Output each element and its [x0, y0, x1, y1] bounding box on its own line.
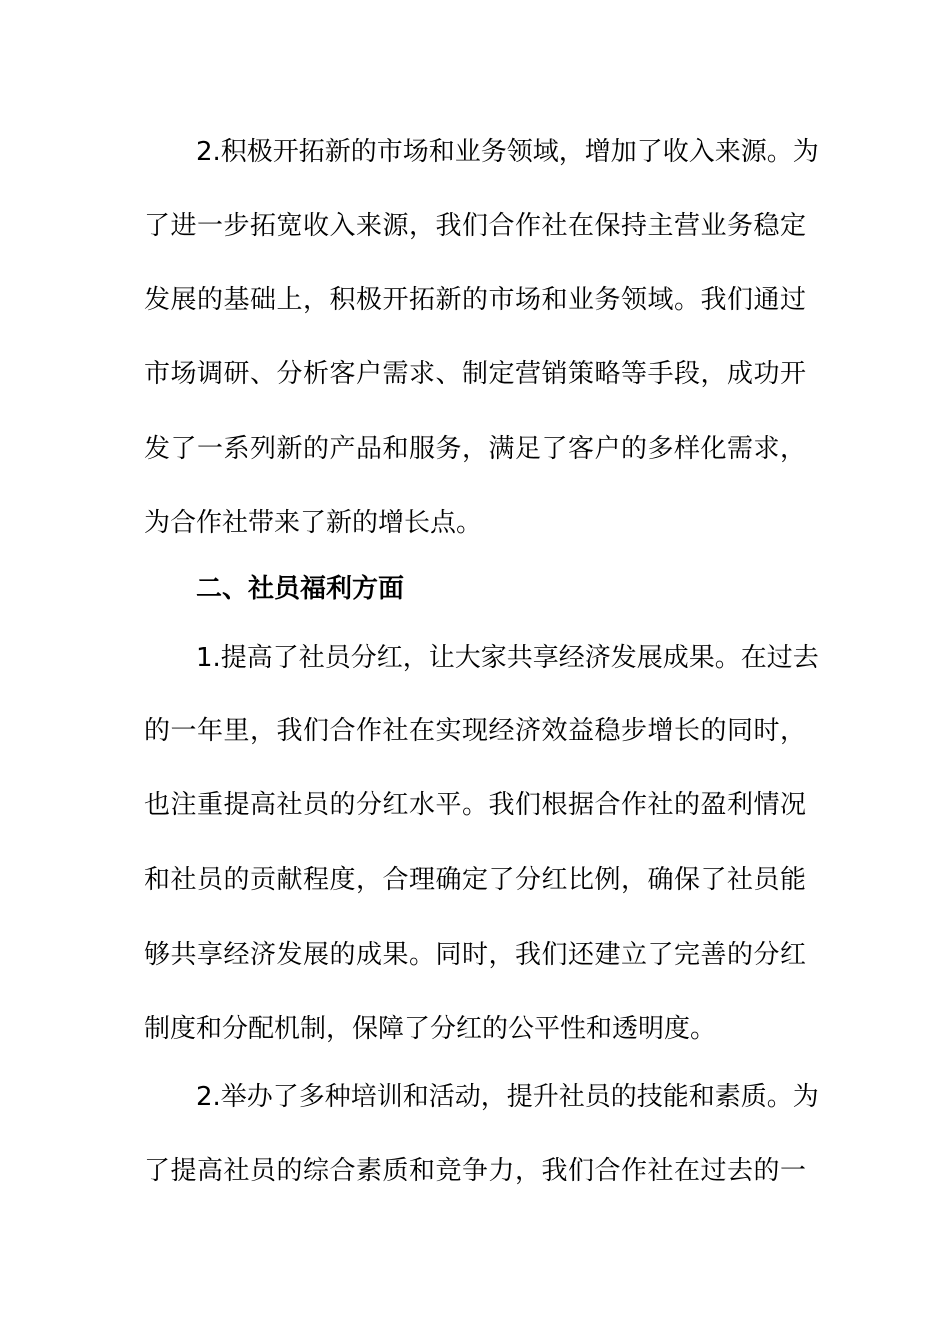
paragraph-2-line-5: 够共享经济发展的成果。同时，我们还建立了完善的分红	[144, 940, 806, 970]
paragraph-2-line-1: 1.提高了社员分红，让大家共享经济发展成果。在过去	[196, 643, 819, 673]
paragraph-1-line-1: 2.积极开拓新的市场和业务领域，增加了收入来源。为	[196, 137, 819, 167]
paragraph-1-line-2: 了进一步拓宽收入来源，我们合作社在保持主营业务稳定	[144, 211, 806, 241]
paragraph-2-line-6: 制度和分配机制，保障了分红的公平性和透明度。	[144, 1014, 717, 1044]
paragraph-2-line-2: 的一年里，我们合作社在实现经济效益稳步增长的同时，	[144, 716, 806, 746]
paragraph-1-line-3: 发展的基础上，积极开拓新的市场和业务领域。我们通过	[144, 285, 806, 315]
paragraph-2-line-4: 和社员的贡献程度，合理确定了分红比例，确保了社员能	[144, 865, 806, 895]
section-heading: 二、社员福利方面	[196, 574, 405, 604]
paragraph-1-line-6: 为合作社带来了新的增长点。	[144, 508, 483, 538]
paragraph-1-line-5: 发了一系列新的产品和服务，满足了客户的多样化需求，	[144, 434, 806, 464]
paragraph-3-line-1: 2.举办了多种培训和活动，提升社员的技能和素质。为	[196, 1082, 819, 1112]
paragraph-3-line-2: 了提高社员的综合素质和竞争力，我们合作社在过去的一	[144, 1156, 806, 1186]
paragraph-1-line-4: 市场调研、分析客户需求、制定营销策略等手段，成功开	[144, 359, 806, 389]
paragraph-2-line-3: 也注重提高社员的分红水平。我们根据合作社的盈利情况	[144, 790, 806, 820]
